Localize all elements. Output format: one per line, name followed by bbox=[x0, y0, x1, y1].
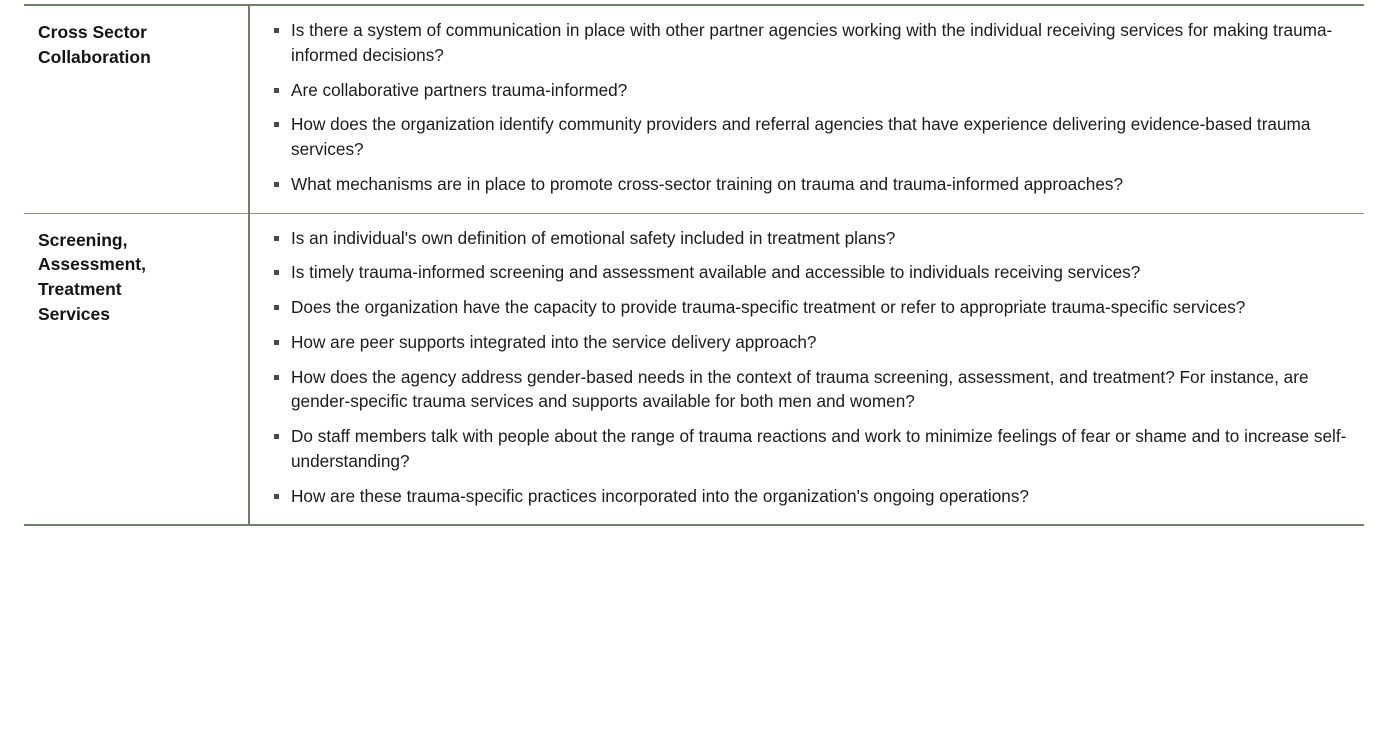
category-cell-screening-assessment-treatment-services bbox=[24, 213, 249, 525]
table-row bbox=[24, 213, 1364, 525]
list-item: Is an individual's own definition of emotional safety included in treatment plans? bbox=[272, 226, 1348, 251]
table-row bbox=[24, 5, 1364, 213]
list-item: How are these trauma-specific practices incorporated into the organization's ongoing operations? bbox=[272, 484, 1348, 509]
category-cell-cross-sector-collaboration bbox=[24, 5, 249, 213]
document-page bbox=[0, 4, 1396, 756]
category-label-line: Cross Sector bbox=[38, 22, 147, 42]
category-label-line: Assessment, bbox=[38, 254, 146, 275]
list-item: Is timely trauma-informed screening and assessment available and accessible to individuals receiving services? bbox=[272, 260, 1348, 285]
list-item: Does the organization have the capacity to provide trauma-specific treatment or refer to appropriate trauma-specific services? bbox=[272, 295, 1348, 320]
list-item: Are collaborative partners trauma-informed? bbox=[272, 78, 1348, 103]
list-item: What mechanisms are in place to promote cross-sector training on trauma and trauma-informed approaches? bbox=[272, 172, 1348, 197]
category-label-line: Screening, bbox=[38, 229, 128, 250]
category-label-line: Collaboration bbox=[38, 46, 151, 67]
bullet-list bbox=[272, 18, 1348, 197]
list-item: How are peer supports integrated into the service delivery approach? bbox=[272, 330, 1348, 355]
items-cell-screening-assessment-treatment-services bbox=[249, 213, 1364, 525]
category-label-line: Services bbox=[38, 304, 111, 325]
list-item: Is there a system of communication in place with other partner agencies working with the individual receiving services for making trauma-informed decisions? bbox=[272, 18, 1348, 68]
category-label-line: Treatment bbox=[38, 279, 122, 300]
list-item: Do staff members talk with people about the range of trauma reactions and work to minimize feelings of fear or shame and to increase self-understanding? bbox=[272, 424, 1348, 474]
bullet-list bbox=[272, 226, 1348, 509]
list-item: How does the agency address gender-based needs in the context of trauma screening, assessment, and treatment? For instance, are gender-specific trauma services and supports available for both men and women? bbox=[272, 365, 1348, 415]
items-cell-cross-sector-collaboration bbox=[249, 5, 1364, 213]
trauma-informed-questions-table bbox=[24, 4, 1364, 526]
list-item: How does the organization identify community providers and referral agencies that have experience delivering evidence-based trauma services? bbox=[272, 112, 1348, 162]
